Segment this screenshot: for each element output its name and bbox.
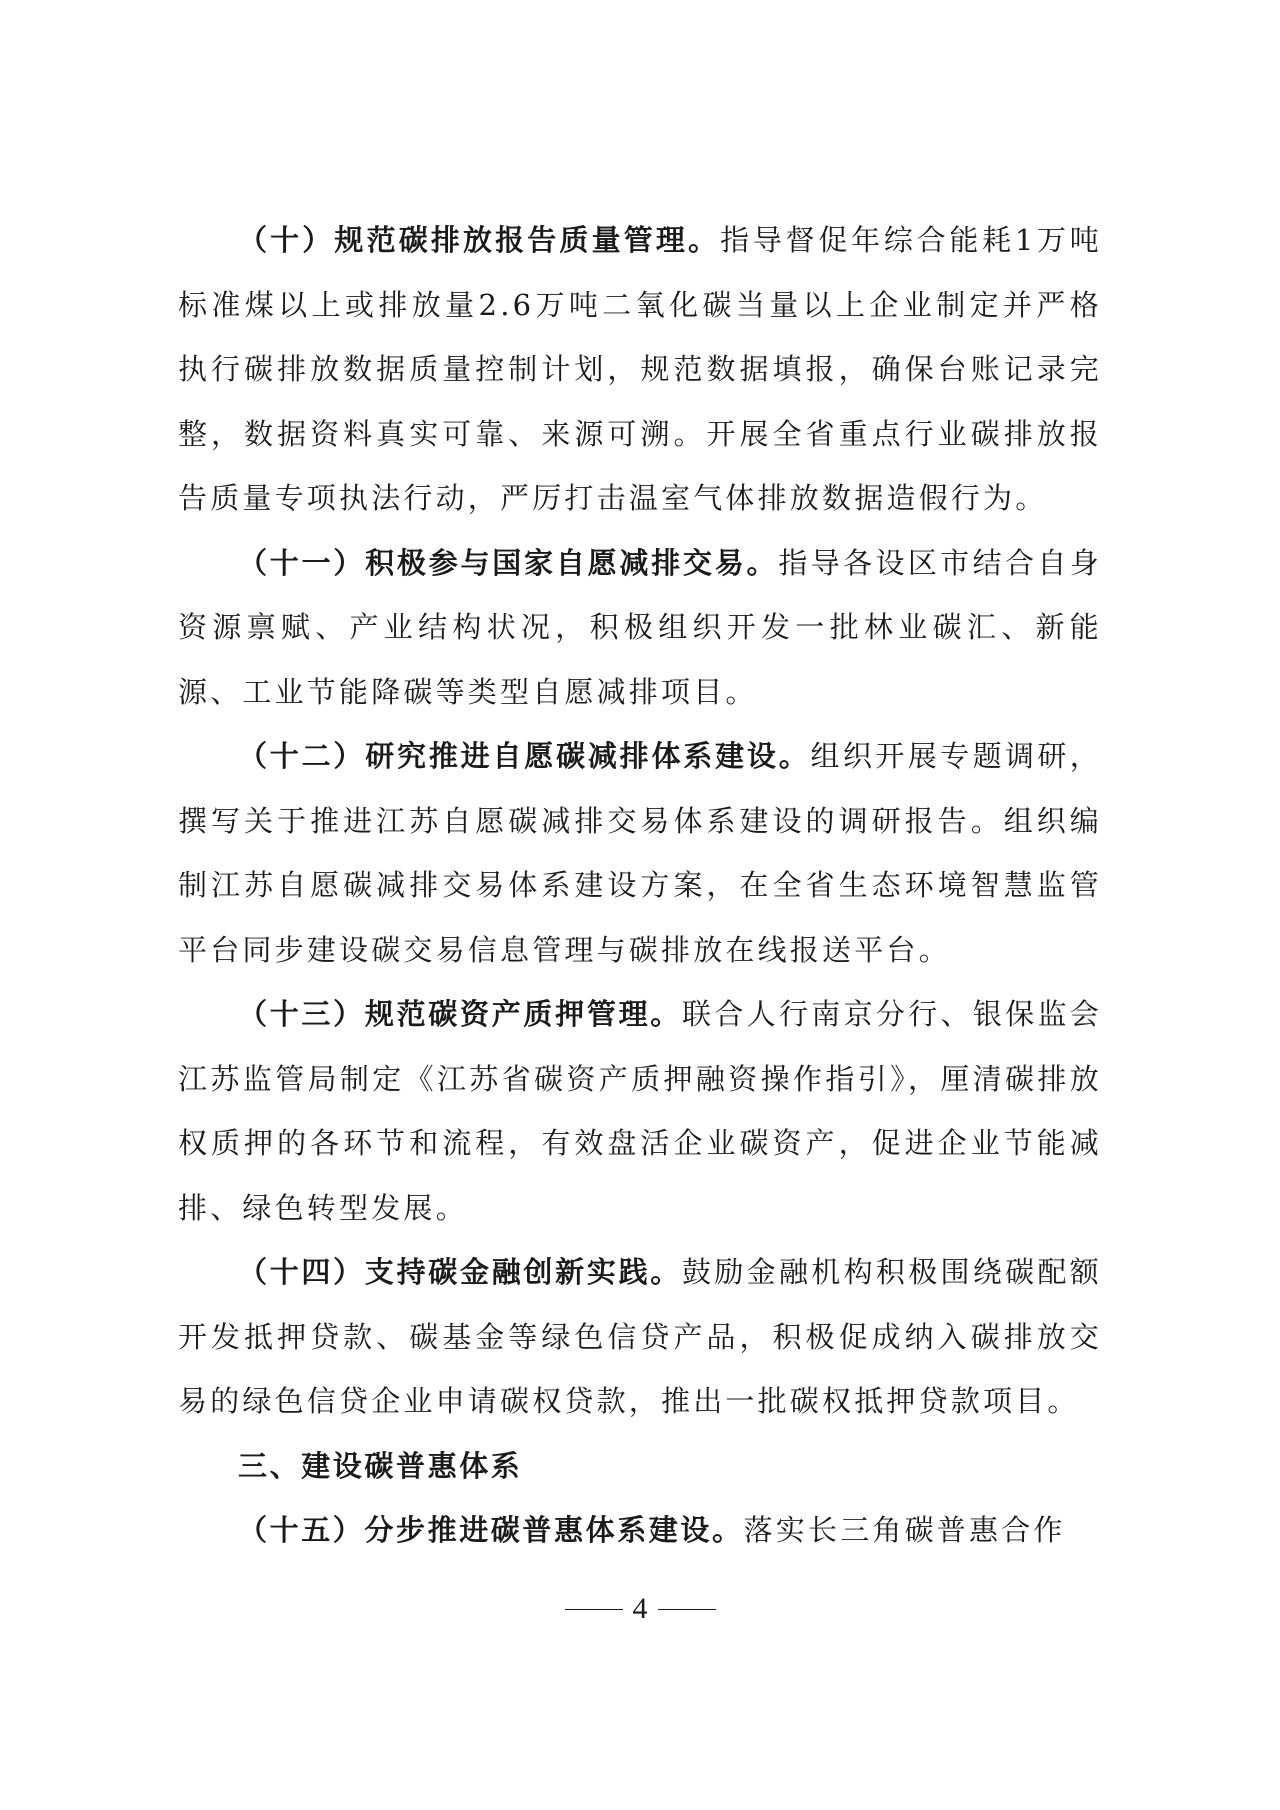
paragraph-text: 鼓励金融机构积极围绕碳配额开发抵押贷款、碳基金等绿色信贷产品，积极促成纳入碳排放交易的绿色信贷企业申请碳权贷款，推出一批碳权抵押贷款项目。 — [178, 1255, 1102, 1418]
page-footer — [0, 1592, 1280, 1626]
paragraph-text: 落实长三角碳普惠合作 — [743, 1513, 1066, 1547]
paragraph-heading: （十二）研究推进自愿碳减排体系建设。 — [238, 739, 811, 773]
page-number: 4 — [632, 1592, 648, 1625]
paragraph-heading: （十三）规范碳资产质押管理。 — [238, 997, 683, 1031]
paragraph-11 — [178, 531, 1102, 725]
paragraph-text: 组织开展专题调研，撰写关于推进江苏自愿碳减排交易体系建设的调研报告。组织编制江苏自愿碳减排交易体系建设方案，在全省生态环境智慧监管平台同步建设碳交易信息管理与碳排放在线报送平台。 — [178, 739, 1102, 967]
paragraph-text: 指导督促年综合能耗1万吨标准煤以上或排放量2.6万吨二氧化碳当量以上企业制定并严格执行碳排放数据质量控制计划，规范数据填报，确保台账记录完整，数据资料真实可靠、来源可溯。开展全省重点行业碳排放报告质量专项执法行动，严厉打击温室气体排放数据造假行为。 — [178, 223, 1102, 515]
page-body — [178, 208, 1102, 1563]
paragraph-10 — [178, 208, 1102, 531]
paragraph-heading: （十一）积极参与国家自愿减排交易。 — [238, 545, 779, 580]
paragraph-12 — [178, 724, 1102, 982]
paragraph-15 — [178, 1498, 1102, 1563]
paragraph-heading: （十）规范碳排放报告质量管理。 — [238, 223, 721, 257]
paragraph-13 — [178, 982, 1102, 1240]
section-title: 三、建设碳普惠体系 — [238, 1448, 523, 1483]
footer-dash-right — [658, 1609, 716, 1610]
paragraph-14 — [178, 1240, 1102, 1434]
paragraph-text: 联合人行南京分行、银保监会江苏监管局制定《江苏省碳资产质押融资操作指引》，厘清碳排放权质押的各环节和流程，有效盘活企业碳资产，促进企业节能减排、绿色转型发展。 — [178, 997, 1102, 1225]
paragraph-heading: （十四）支持碳金融创新实践。 — [238, 1255, 683, 1289]
footer-dash-left — [565, 1609, 623, 1610]
paragraph-text: 指导各设区市结合自身资源禀赋、产业结构状况，积极组织开发一批林业碳汇、新能源、工业节能降碳等类型自愿减排项目。 — [178, 545, 1102, 709]
paragraph-heading: （十五）分步推进碳普惠体系建设。 — [238, 1513, 744, 1547]
